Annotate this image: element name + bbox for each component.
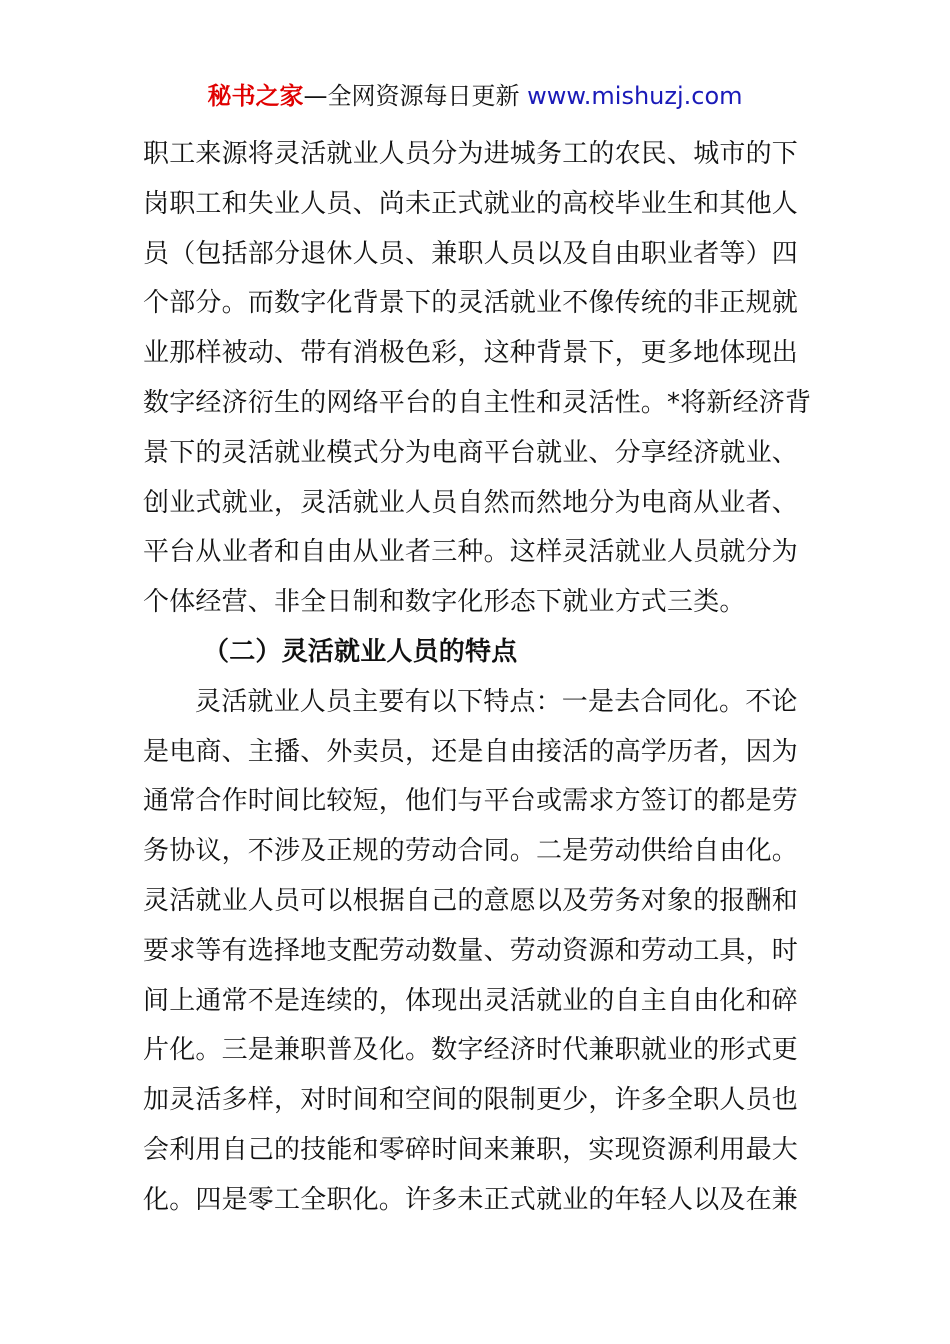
body-line: 员（包括部分退休人员、兼职人员以及自由职业者等）四: [143, 238, 799, 269]
body-line: 片化。三是兼职普及化。数字经济时代兼职就业的形式更: [143, 1035, 799, 1066]
body-line: 间上通常不是连续的，体现出灵活就业的自主自由化和碎: [143, 985, 799, 1016]
document-body: [143, 130, 813, 1226]
page-header: [0, 80, 950, 112]
site-brand: 秘书之家: [207, 82, 304, 110]
section-heading: （二）灵活就业人员的特点: [203, 636, 518, 667]
body-line: 数字经济衍生的网络平台的自主性和灵活性。*将新经济背: [143, 387, 812, 418]
body-line: 要求等有选择地支配劳动数量、劳动资源和劳动工具，时: [143, 935, 799, 966]
paragraph-first-line: 灵活就业人员主要有以下特点：一是去合同化。不论: [195, 686, 798, 717]
body-line: 是电商、主播、外卖员，还是自由接活的高学历者，因为: [143, 736, 799, 767]
body-line: 创业式就业，灵活就业人员自然而然地分为电商从业者、: [143, 487, 799, 518]
body-line: 个体经营、非全日制和数字化形态下就业方式三类。: [143, 587, 746, 618]
site-url[interactable]: www.mishuzj.com: [527, 82, 743, 110]
body-line: 景下的灵活就业模式分为电商平台就业、分享经济就业、: [143, 437, 799, 468]
site-tagline: —全网资源每日更新: [303, 82, 528, 110]
body-line: 灵活就业人员可以根据自己的意愿以及劳务对象的报酬和: [143, 885, 799, 916]
body-line: 通常合作时间比较短，他们与平台或需求方签订的都是劳: [143, 786, 799, 817]
body-line: 业那样被动、带有消极色彩，这种背景下，更多地体现出: [143, 338, 799, 369]
body-line: 加灵活多样，对时间和空间的限制更少，许多全职人员也: [143, 1085, 799, 1116]
body-line: 会利用自己的技能和零碎时间来兼职，实现资源利用最大: [143, 1134, 799, 1165]
body-line: 化。四是零工全职化。许多未正式就业的年轻人以及在兼: [143, 1184, 799, 1215]
body-line: 务协议，不涉及正规的劳动合同。二是劳动供给自由化。: [143, 836, 799, 867]
body-line: 个部分。而数字化背景下的灵活就业不像传统的非正规就: [143, 288, 799, 319]
body-line: 岗职工和失业人员、尚未正式就业的高校毕业生和其他人: [143, 188, 799, 219]
body-line: 职工来源将灵活就业人员分为进城务工的农民、城市的下: [143, 139, 799, 169]
body-line: 平台从业者和自由从业者三种。这样灵活就业人员就分为: [143, 537, 799, 568]
